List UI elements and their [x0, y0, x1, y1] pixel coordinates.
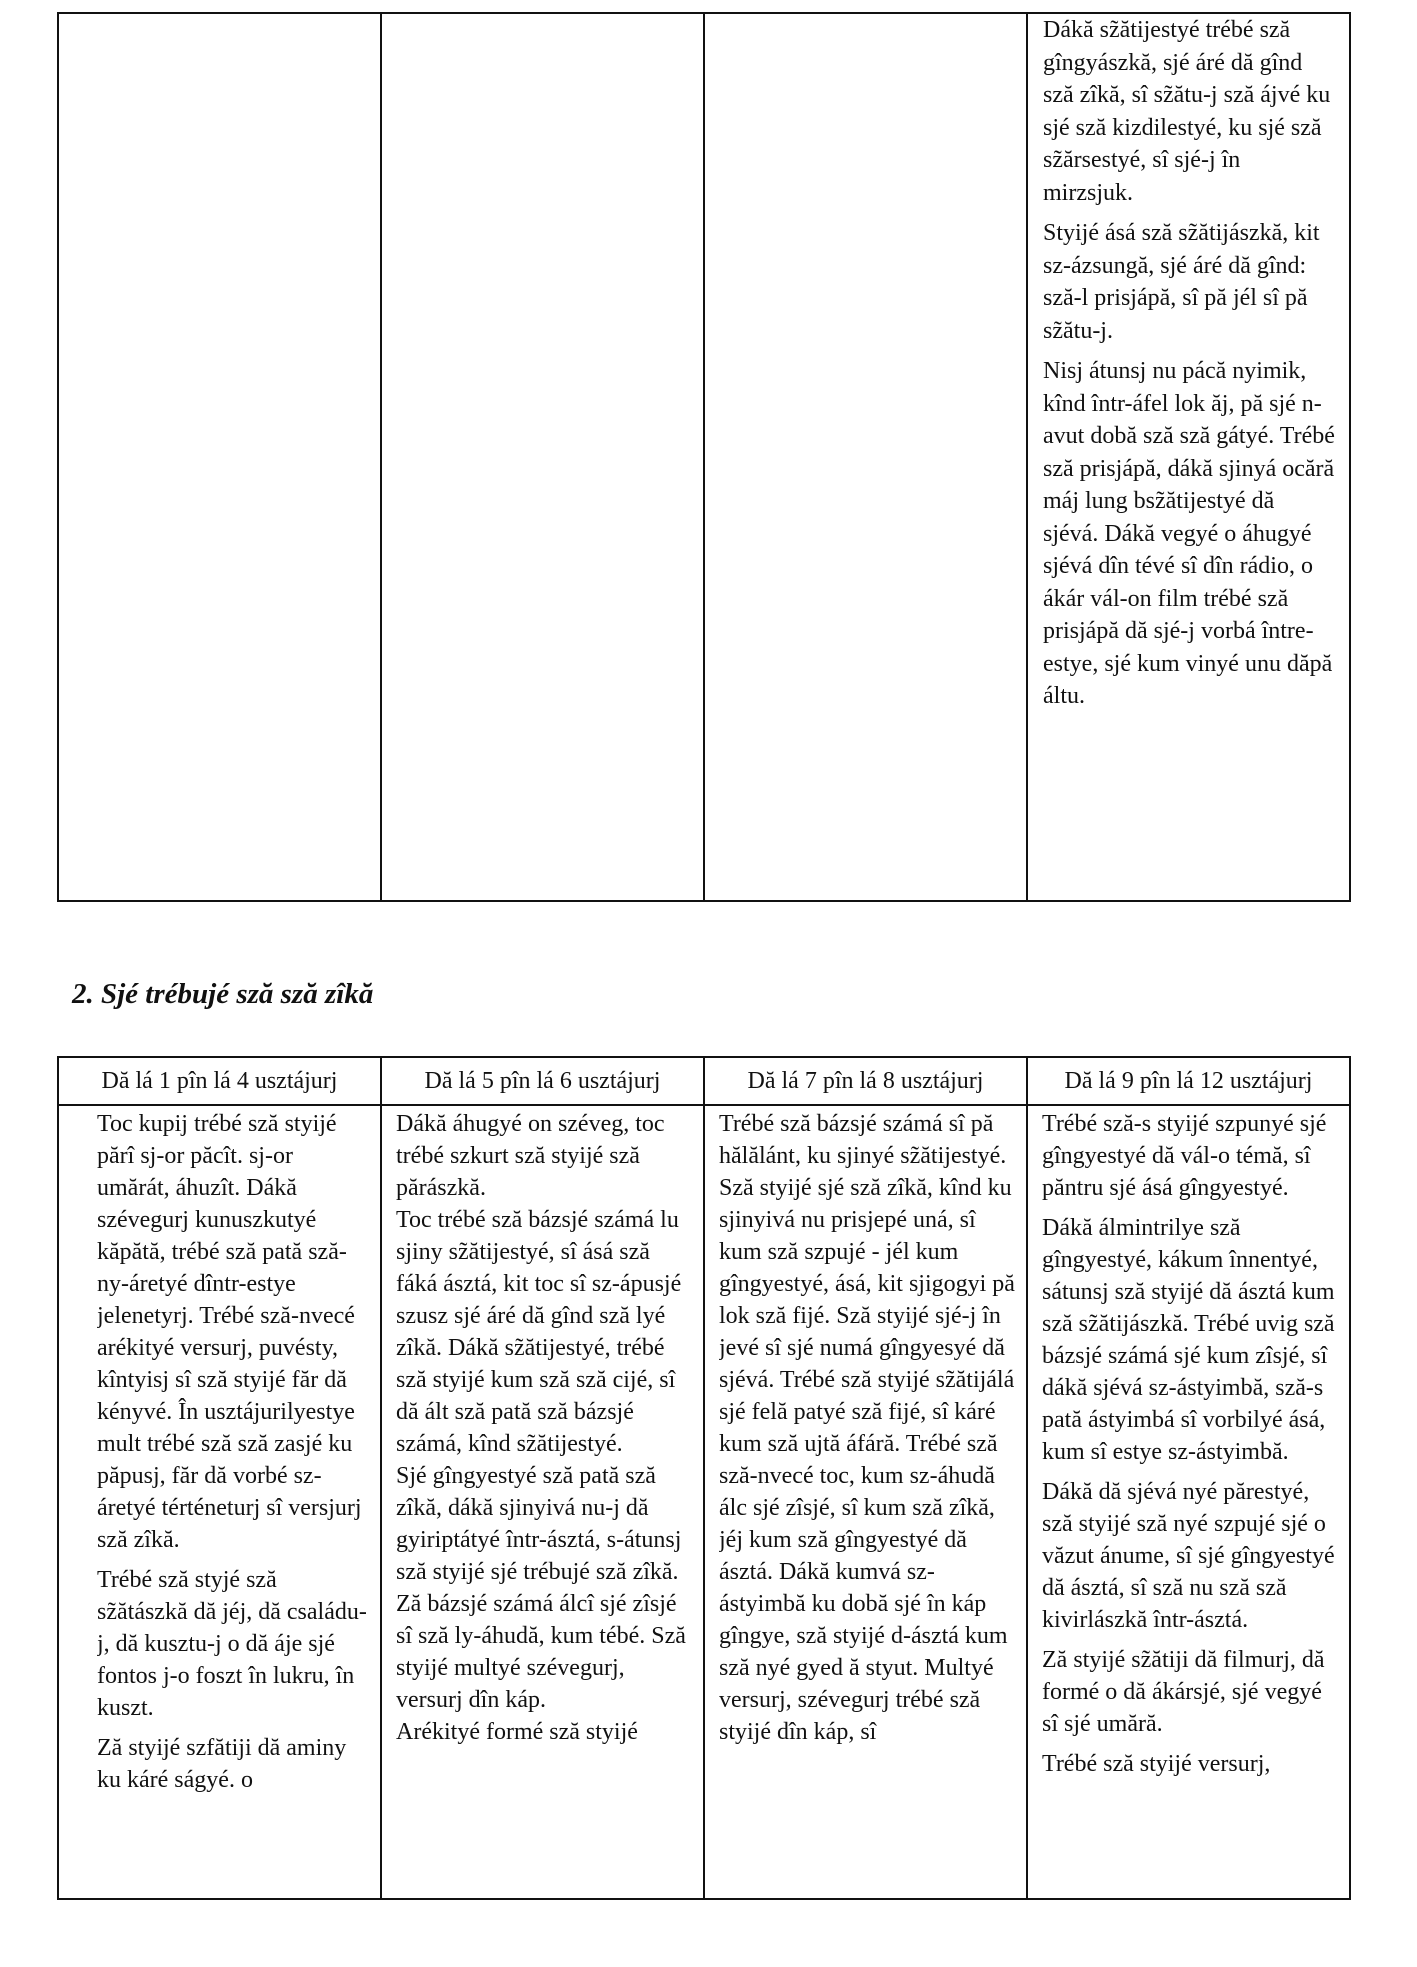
paragraph: Trébé sză styjé sză sz̃ătászkă dă jéj, dă családu-j, dă kusztu-j o dă áje sjé fontos j-o foszt în lukru, în kuszt.	[97, 1567, 367, 1721]
column-header: Dă lá 5 pîn lá 6 usztájurj	[381, 1057, 704, 1105]
paragraph: Toc trébé sză bázsjé számá lu sjiny sz̃ătijestyé, sî ásá sză fáká ásztá, kit toc sî sz-ápusjé szusz sjé áré dă gînd sză lyé zîkă. Dákă sz̃ătijestyé, trébé sză styijé kum sză sză cijé, sî dă ált sză pată sză bázsjé számá, kînd sz̃ătijestyé.	[396, 1207, 682, 1457]
paragraph: Trébé sză styijé versurj,	[1042, 1751, 1271, 1777]
column-header: Dă lá 7 pîn lá 8 usztájurj	[704, 1057, 1027, 1105]
table-cell-col-2	[381, 1105, 704, 1899]
top-table-row	[58, 13, 1350, 901]
section-heading: 2. Sjé trébujé sză sză zîkă	[72, 978, 374, 1010]
paragraph: Trébé sză-s styijé szpunyé sjé gîngyestyé dă vál-o témă, sî păntru sjé ásá gîngyestyé.	[1042, 1111, 1327, 1201]
table-cell-col-1	[58, 1105, 381, 1899]
paragraph: Ză styijé sz̃ătiji dă filmurj, dă formé o dă ákársjé, sjé vegyé sî sjé umără.	[1042, 1647, 1325, 1737]
table-cell-col-4	[1027, 1105, 1350, 1899]
top-table-cell-1	[58, 13, 381, 901]
paragraph: Arékityé formé sză styijé	[396, 1719, 638, 1745]
paragraph: Ză styijé szfătiji dă aminy ku káré ságyé. o	[97, 1735, 347, 1793]
paragraph: Trébé sză bázsjé számá sî pă hălălánt, ku sjinyé sz̃ătijestyé. Sză styijé sjé sză zîkă, kînd ku sjinyivá nu prisjepé uná, sî kum sză szpujé - jél kum gîngyestyé, ásá, kit sjigogyi pă lok sză fijé. Sză styijé sjé-j în jevé sî sjé numá gîngyesyé dă sjévá. Trébé sză styijé sz̃ătijálá sjé felă patyé sză fijé, sî káré kum sză ujtă áfáră. Trébé sză sză-nvecé toc, kum sz-áhudă álc sjé zîsjé, sî kum sză zîkă, jéj kum sză gîngyestyé dă ásztá. Dákă kumvá sz-ástyimbă ku dobă sjé în káp gîngye, sză styijé d-ásztá kum sză nyé gyed ă styut. Multyé versurj, szévegurj trébé sză styijé dîn káp, sî	[719, 1111, 1015, 1745]
column-header: Dă lá 9 pîn lá 12 usztájurj	[1027, 1057, 1350, 1105]
paragraph: Ză bázsjé számá álcî sjé zîsjé sî sză ly-áhudă, kum tébé. Sză styijé multyé szévegurj, versurj dîn káp.	[396, 1591, 686, 1713]
paragraph: Dákă dă sjévá nyé părestyé, sză styijé sză nyé szpujé sjé o văzut ánume, sî sjé gîngyestyé dă ásztá, sî sză nu sză sză kivirlászkă într-ásztá.	[1042, 1479, 1335, 1633]
age-group-table	[57, 1056, 1351, 1900]
paragraph: Sjé gîngyestyé sză pată sză zîkă, dákă sjinyivá nu-j dă gyiriptátyé într-ásztá, s-átunsj sză styijé sjé trébujé sză zîkă.	[396, 1463, 682, 1585]
table-header-row	[58, 1057, 1350, 1105]
paragraph: Nisj átunsj nu pácă nyimik, kînd într-áfel lok ăj, pă sjé n-avut dobă sză sză gátyé. Trébé sză prisjápă, dákă sjinyá ocără máj lung bsz̃ătijestyé dă sjévá. Dákă vegyé o áhugyé sjévá dîn tévé sî dîn rádio, o ákár vál-on film trébé sză prisjápă dă sjé-j vorbá între-estye, sjé kum vinyé unu dăpă áltu.	[1043, 358, 1335, 709]
paragraph: Dákă sz̃ătijestyé trébé sză gîngyászkă, sjé áré dă gînd sză zîkă, sî sz̃ătu-j sză ájvé ku sjé sză kizdilestyé, ku sjé sză sz̃ărsestyé, sî sjé-j în mirzsjuk.	[1043, 17, 1331, 206]
top-table-cell-4	[1027, 13, 1350, 901]
paragraph: Dákă áhugyé on széveg, toc trébé szkurt sză styijé sză părászkă.	[396, 1111, 665, 1201]
paragraph: Dákă álmintrilye sză gîngyestyé, kákum înnentyé, sátunsj sză styijé dă ásztá kum sză sz̃ătijászkă. Trébé uvig sză bázsjé számá sjé kum zîsjé, sî dákă sjévá sz-ástyimbă, sză-s pată ástyimbá sî vorbilyé ásá, kum sî estye sz-ástyimbă.	[1042, 1215, 1335, 1465]
paragraph: Styijé ásá sză sz̃ătijászkă, kit sz-ázsungă, sjé áré dă gînd: sză-l prisjápă, sî pă jél sî pă sz̃ătu-j.	[1043, 220, 1320, 344]
column-header: Dă lá 1 pîn lá 4 usztájurj	[58, 1057, 381, 1105]
table-cell-col-3	[704, 1105, 1027, 1899]
top-table-cell-3	[704, 13, 1027, 901]
paragraph: Toc kupij trébé sză styijé părî sj-or păcît. sj-or umărát, áhuzît. Dákă szévegurj kunuszkutyé kăpătă, trébé sză pată sză-ny-áretyé dîntr-estye jelenetyrj. Trébé sză-nvecé arékityé versurj, puvésty, kîntyisj sî sză styijé făr dă kényvé. În usztájurilyestye mult trébé sză sză zasjé ku păpusj, făr dă vorbé sz-áretyé térténeturj sî versjurj sză zîkă.	[97, 1111, 362, 1553]
table-row	[58, 1105, 1350, 1899]
top-table-cell-2	[381, 13, 704, 901]
top-table	[57, 12, 1351, 902]
